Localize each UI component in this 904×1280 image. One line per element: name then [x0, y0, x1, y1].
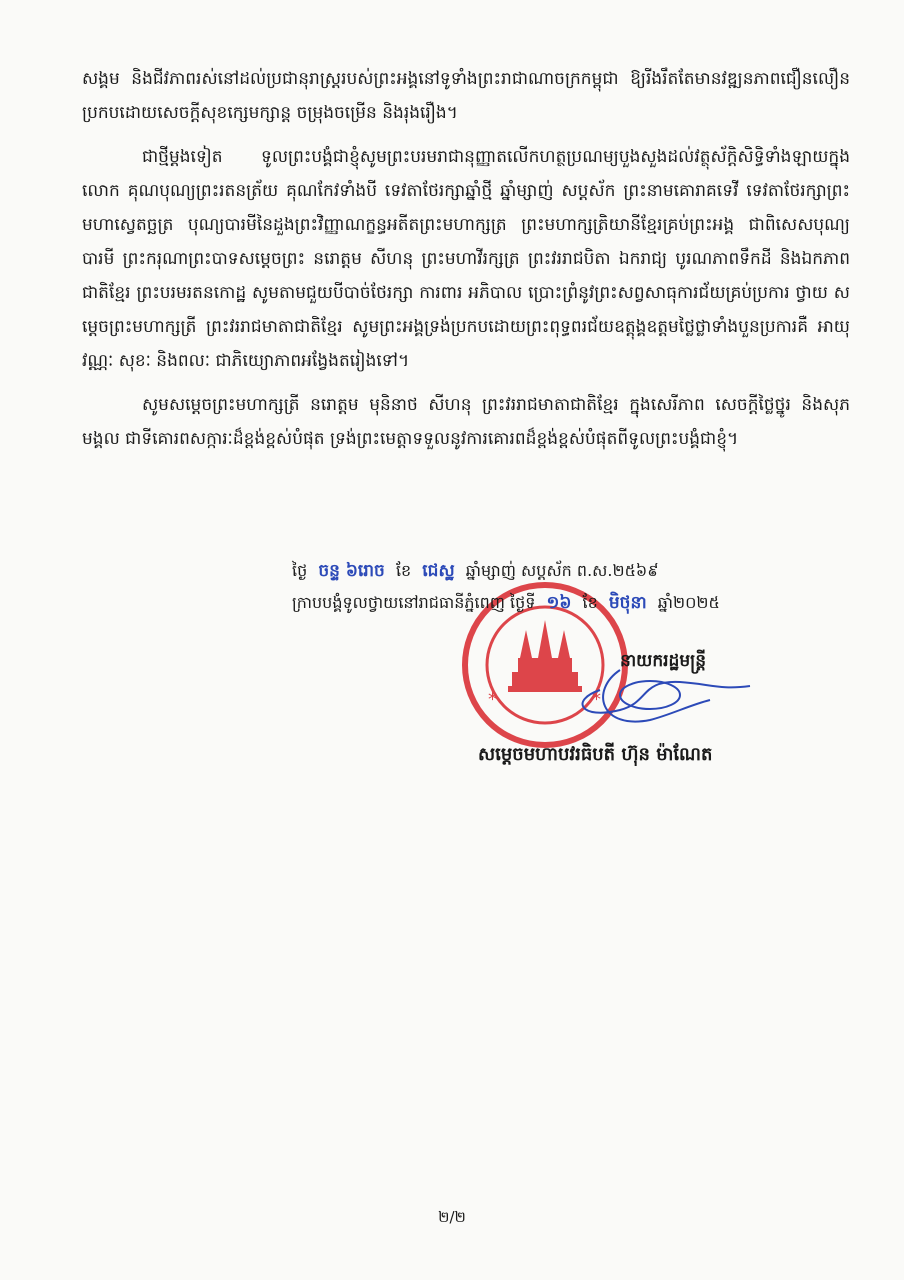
solar-year: ឆ្នាំ២០២៥ — [657, 593, 720, 612]
page-number: ២/២ — [438, 1208, 466, 1226]
paragraph-1: សង្គម និងជីវភាពរស់នៅដល់ប្រជានុរាស្ត្ររបស់ព្រះអង្គនៅទូទាំងព្រះរាជាណាចក្រកម្ពុជា ឱ្យរីងរឹតតែមានវឌ្ឍនភាពជឿនលឿន ប្រកបដោយសេចក្តីសុខក្សេមក្សាន្ត ចម្រុងចម្រើន និងរុងរឿង។ — [82, 69, 850, 123]
solar-month: មិថុនា — [608, 593, 647, 613]
month-prefix: ខែ — [395, 561, 412, 580]
letter-body — [82, 62, 850, 466]
paragraph-2: ជាថ្មីម្តងទៀត ទូលព្រះបង្គំជាខ្ញុំសូមព្រះបរមរាជានុញ្ញាតលើកហត្ថប្រណម្យបួងសួងដល់វត្ថុស័ក្តិសិទ្ធិទាំងឡាយក្នុងលោក គុណបុណ្យព្រះរតនត្រ័យ គុណកែវទាំងបី ទេវតាថែរក្សាឆ្នាំថ្មី ឆ្នាំម្សាញ់ សប្តស័ក ព្រះនាមគោរាគទេវី ទេវតាថែរក្សាព្រះមហាស្វេតច្ឆត្រ បុណ្យបារមីនៃដួងព្រះវិញ្ញាណក្ខន្ធអតីតព្រះមហាក្សត្រ ព្រះមហាក្សត្រិយានីខ្មែរគ្រប់ព្រះអង្គ ជាពិសេសបុណ្យបារមី ព្រះករុណាព្រះបាទសម្តេចព្រះ នរោត្តម សីហនុ ព្រះមហាវីរក្សត្រ ព្រះវររាជបិតា ឯករាជ្យ បូរណភាពទឹកដី និងឯកភាពជាតិខ្មែរ ព្រះបរមរតនកោដ្ឋ សូមតាមជួយបីបាច់ថែរក្សា ការពារ អភិបាល ប្រោះព្រំនូវព្រះសព្វសាធុការជ័យគ្រប់ប្រការ ថ្វាយ សម្តេចព្រះមហាក្សត្រី ព្រះវររាជមាតាជាតិខ្មែរ សូមព្រះអង្គទ្រង់ប្រកបដោយព្រះពុទ្ធពរជ័យឧត្តុង្គឧត្តមថ្លៃថ្លាទាំងបួនប្រការគឺ អាយុ វណ្ណៈ សុខៈ និងពលៈ ជាភិយ្យោភាពអង្វែងតរៀងទៅ។ — [82, 147, 850, 371]
signer-role: នាយករដ្ឋមន្ត្រី — [620, 651, 706, 671]
lunar-month: ជេស្ឋ — [422, 561, 455, 581]
date-block — [292, 555, 862, 619]
lunar-day: ចន្ទ ៦រោច — [318, 561, 385, 581]
solar-date-line — [292, 587, 862, 619]
paragraph-3: សូមសម្តេចព្រះមហាក្សត្រី នរោត្តម មុនិនាថ សីហនុ ព្រះវររាជមាតាជាតិខ្មែរ ក្នុងសេរីភាព សេចក្តីថ្លៃថ្នូរ និងសុភមង្គល ជាទីគោរពសក្ការៈដ៏ខ្ពង់ខ្ពស់បំផុត ទ្រង់ព្រះមេត្តាទទួលនូវការគោរពដ៏ខ្ពង់ខ្ពស់បំផុតពីទូលព្រះបង្គំជាខ្ញុំ។ — [82, 395, 850, 449]
signer-name: សម្តេចមហាបវរធិបតី ហ៊ុន ម៉ាណែត — [478, 744, 713, 765]
solar-day: ១៦ — [546, 593, 572, 613]
year-text: ឆ្នាំម្សាញ់ សប្តស័ក ព.ស.២៥៦៩ — [465, 561, 659, 580]
lunar-date-line — [292, 555, 862, 587]
svg-text:*: * — [488, 689, 497, 710]
svg-text:*: * — [592, 689, 601, 710]
solar-month-prefix: ខែ — [582, 593, 598, 612]
place-prefix: ក្រាបបង្គំទូលថ្វាយនៅរាជធានីភ្នំពេញ ថ្ងៃទី — [292, 593, 536, 612]
day-prefix: ថ្ងៃ — [292, 561, 308, 580]
